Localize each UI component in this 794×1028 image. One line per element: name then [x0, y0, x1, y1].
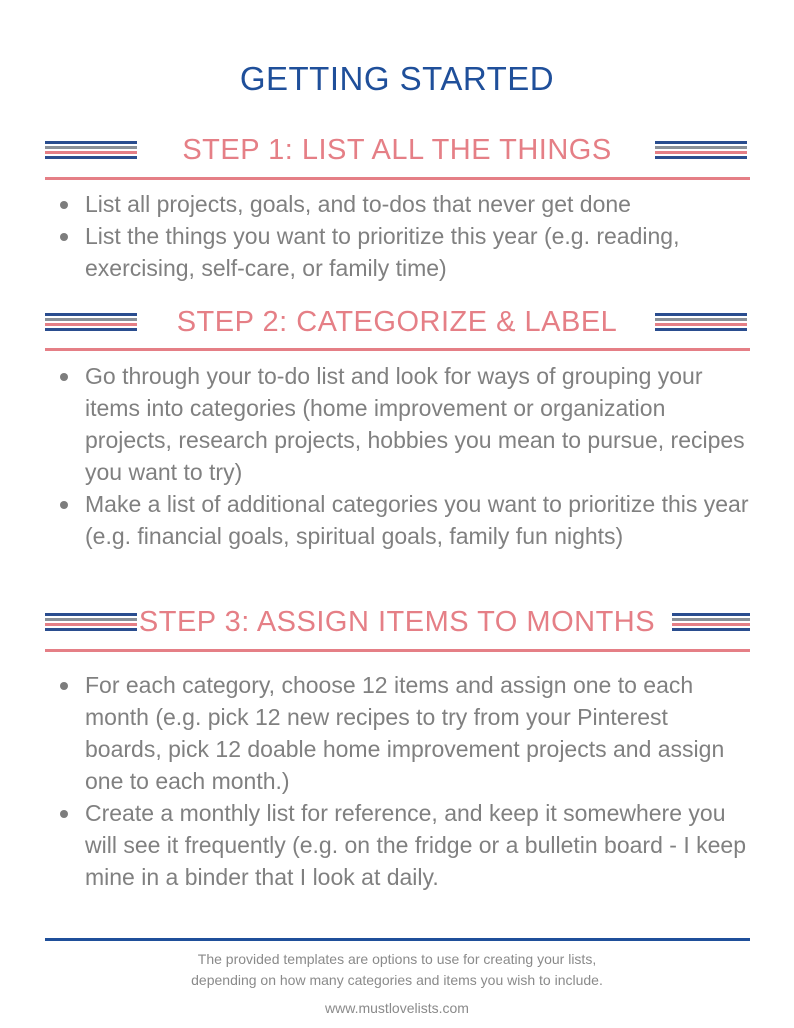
step-1-header [0, 134, 794, 166]
footer-website: www.mustlovelists.com [325, 1000, 469, 1016]
footer-note-line-1: The provided templates are options to use for creating your lists, [197, 951, 597, 967]
step-1-divider [45, 177, 750, 180]
list-item: List the things you want to prioritize this year (e.g. reading, exercising, self-care, or family time) [60, 220, 750, 284]
footer-note-line-2: depending on how many categories and items you wish to include. [191, 972, 603, 988]
step-3-divider [45, 649, 750, 652]
list-item: For each category, choose 12 items and assign one to each month (e.g. pick 12 new recipes to try from your Pinterest boards, pick 12 doable home improvement projects and assign one to each month.) [60, 669, 750, 797]
step-2-header [0, 306, 794, 338]
step-2-divider [45, 348, 750, 351]
page-title: GETTING STARTED [239, 60, 555, 97]
step-3-heading: STEP 3: ASSIGN ITEMS TO MONTHS [138, 606, 656, 638]
list-item: List all projects, goals, and to-dos that never get done [60, 188, 750, 220]
step-2-heading: STEP 2: CATEGORIZE & LABEL [176, 306, 618, 338]
step-3-header [0, 606, 794, 638]
decorative-stripes-right [655, 313, 747, 331]
list-item: Make a list of additional categories you want to prioritize this year (e.g. financial goals, spiritual goals, family fun nights) [60, 488, 750, 552]
decorative-stripes-right [655, 141, 747, 159]
step-1-heading: STEP 1: LIST ALL THE THINGS [182, 134, 612, 166]
decorative-stripes-right [672, 613, 750, 631]
footer-divider [45, 938, 750, 941]
footer-note [0, 949, 794, 991]
step-3-list [60, 669, 750, 893]
step-1-list [60, 188, 750, 284]
list-item: Create a monthly list for reference, and keep it somewhere you will see it frequently (e.g. on the fridge or a bulletin board - I keep mine in a binder that I look at daily. [60, 797, 750, 893]
step-2-list [60, 360, 750, 552]
list-item: Go through your to-do list and look for ways of grouping your items into categories (home improvement or organization projects, research projects, hobbies you mean to pursue, recipes you want to try) [60, 360, 750, 488]
